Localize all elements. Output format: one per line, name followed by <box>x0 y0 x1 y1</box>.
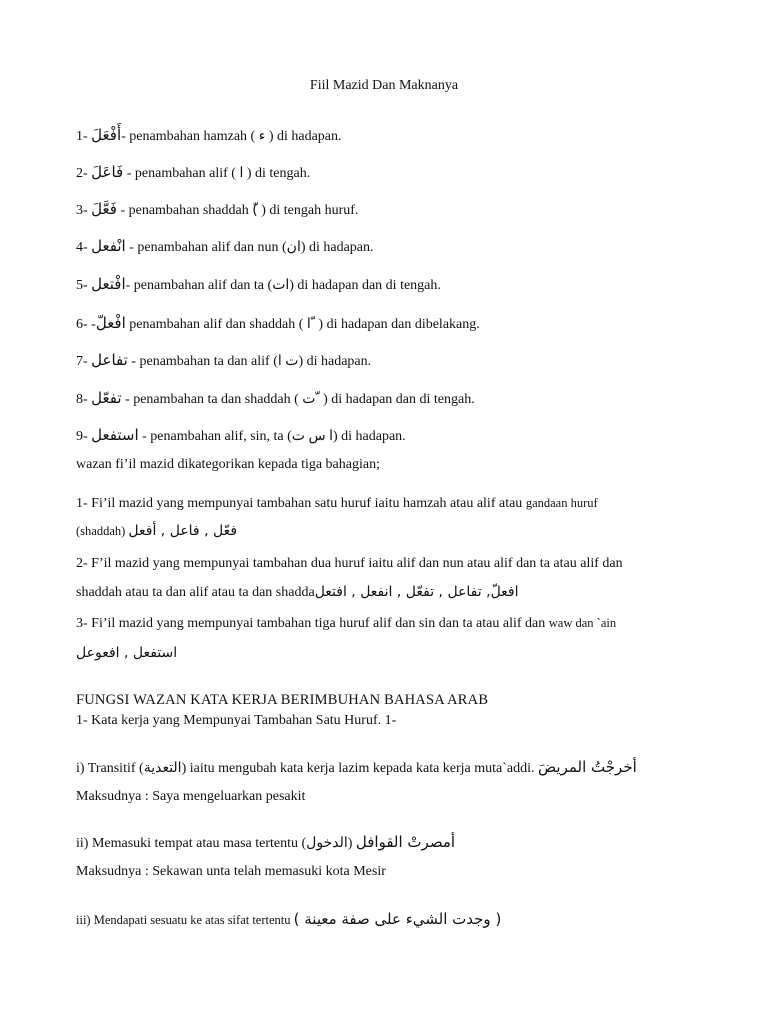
category-text-small: (shaddah) <box>76 524 129 538</box>
item-description: - penambahan hamzah ( ء ) di hadapan. <box>121 129 342 144</box>
item-i <box>76 757 637 779</box>
item-text-small: iii) Mendapati sesuatu ke atas sifat tertentu <box>76 913 294 927</box>
arabic-term: انْفعل <box>91 237 126 255</box>
item-number: 7- <box>76 354 92 369</box>
arabic-term: أَفْعَلَ <box>91 126 122 144</box>
list-item <box>76 162 310 184</box>
arabic-example: أخرجْتُ المريضَ <box>538 758 637 776</box>
item-number: 8- <box>76 392 92 407</box>
list-item <box>76 236 374 258</box>
category-1-line-1 <box>76 493 598 514</box>
list-item <box>76 313 480 335</box>
item-number: 4- <box>76 240 92 255</box>
category-2-line-2 <box>76 582 519 603</box>
arabic-term: تفاعل <box>91 351 128 369</box>
document-title: Fiil Mazid Dan Maknanya <box>309 78 459 93</box>
item-ii <box>76 832 455 854</box>
arabic-term: افْعلّ <box>95 314 126 332</box>
item-number: 2- <box>76 166 92 181</box>
item-iii <box>76 909 501 931</box>
item-description: - penambahan alif, sin, ta (ا س ت) di hadapan. <box>138 429 406 444</box>
item-description: - penambahan alif dan ta (ات) di hadapan dan di tengah. <box>125 278 441 293</box>
category-3-line-2 <box>76 643 177 664</box>
category-2-line-1: 2- F’il mazid yang mempunyai tambahan dua huruf iaitu alif dan nun atau alif dan ta atau alif dan <box>76 556 623 571</box>
list-item <box>76 350 371 372</box>
item-text: i) Transitif (التعدية) iaitu mengubah kata kerja lazim kepada kata kerja muta`addi. <box>76 761 539 776</box>
item-number: 9- <box>76 429 92 444</box>
item-number: 5- <box>76 278 92 293</box>
arabic-example: أمصرتْ القوافل <box>355 833 456 851</box>
item-text: ii) Memasuki tempat atau masa tertentu (الدخول) <box>76 836 356 851</box>
item-description: penambahan alif dan shaddah ( ا ّ ) di hadapan dan dibelakang. <box>125 317 480 332</box>
item-description: - penambahan ta dan alif (ت ا) di hadapan. <box>127 354 372 369</box>
category-text-small: gandaan huruf <box>525 496 598 510</box>
arabic-term: تفعّل <box>91 389 122 407</box>
item-number: 6- - <box>76 317 96 332</box>
list-item <box>76 199 358 221</box>
list-item <box>76 274 441 296</box>
category-text: shaddah atau ta dan alif atau ta dan shadda <box>76 585 315 600</box>
item-number: 3- <box>76 203 92 218</box>
list-item <box>76 388 475 410</box>
category-text: 3- Fi’il mazid yang mempunyai tambahan tiga huruf alif dan sin dan ta atau alif dan <box>76 616 549 631</box>
maksud-i: Maksudnya : Saya mengeluarkan pesakit <box>76 789 306 804</box>
list-item <box>76 125 342 147</box>
arabic-forms: استفعل , افعوعل <box>76 645 178 661</box>
arabic-forms: فعّل , فاعل , أفعل <box>128 523 238 539</box>
arabic-term: استفعل <box>91 426 139 444</box>
section-header: FUNGSI WAZAN KATA KERJA BERIMBUHAN BAHASA ARAB <box>76 692 489 708</box>
arabic-term: فَعَّلَ <box>91 200 117 218</box>
category-text: 1- Fi’il mazid yang mempunyai tambahan satu huruf iaitu hamzah atau alif atau <box>76 496 526 511</box>
category-text-small: waw dan `ain <box>548 616 617 630</box>
list-item <box>76 425 406 447</box>
item-description: - penambahan shaddah (ّ ) di tengah huruf. <box>116 203 359 218</box>
item-number: 1- <box>76 129 92 144</box>
category-1-line-2 <box>76 521 237 542</box>
item-description: - penambahan alif ( ا ) di tengah. <box>123 166 311 181</box>
arabic-term: فَاعَلَ <box>91 163 124 181</box>
sub-header: 1- Kata kerja yang Mempunyai Tambahan Satu Huruf. 1- <box>76 713 397 728</box>
maksud-ii: Maksudnya : Sekawan unta telah memasuki kota Mesir <box>76 864 386 879</box>
arabic-example: ( وجدت الشيء على صفة معينة ) <box>293 910 502 928</box>
item-description: - penambahan alif dan nun (ان) di hadapan. <box>125 240 374 255</box>
item-description: - penambahan ta dan shaddah ( ت ّ ) di hadapan dan di tengah. <box>121 392 475 407</box>
category-3-line-1 <box>76 613 616 634</box>
arabic-term: افْتعل <box>91 275 126 293</box>
arabic-forms: افعلّ, تفاعل , تفعّل , انفعل , افتعل <box>314 584 519 600</box>
intro-paragraph: wazan fi’il mazid dikategorikan kepada tiga bahagian; <box>76 457 380 472</box>
